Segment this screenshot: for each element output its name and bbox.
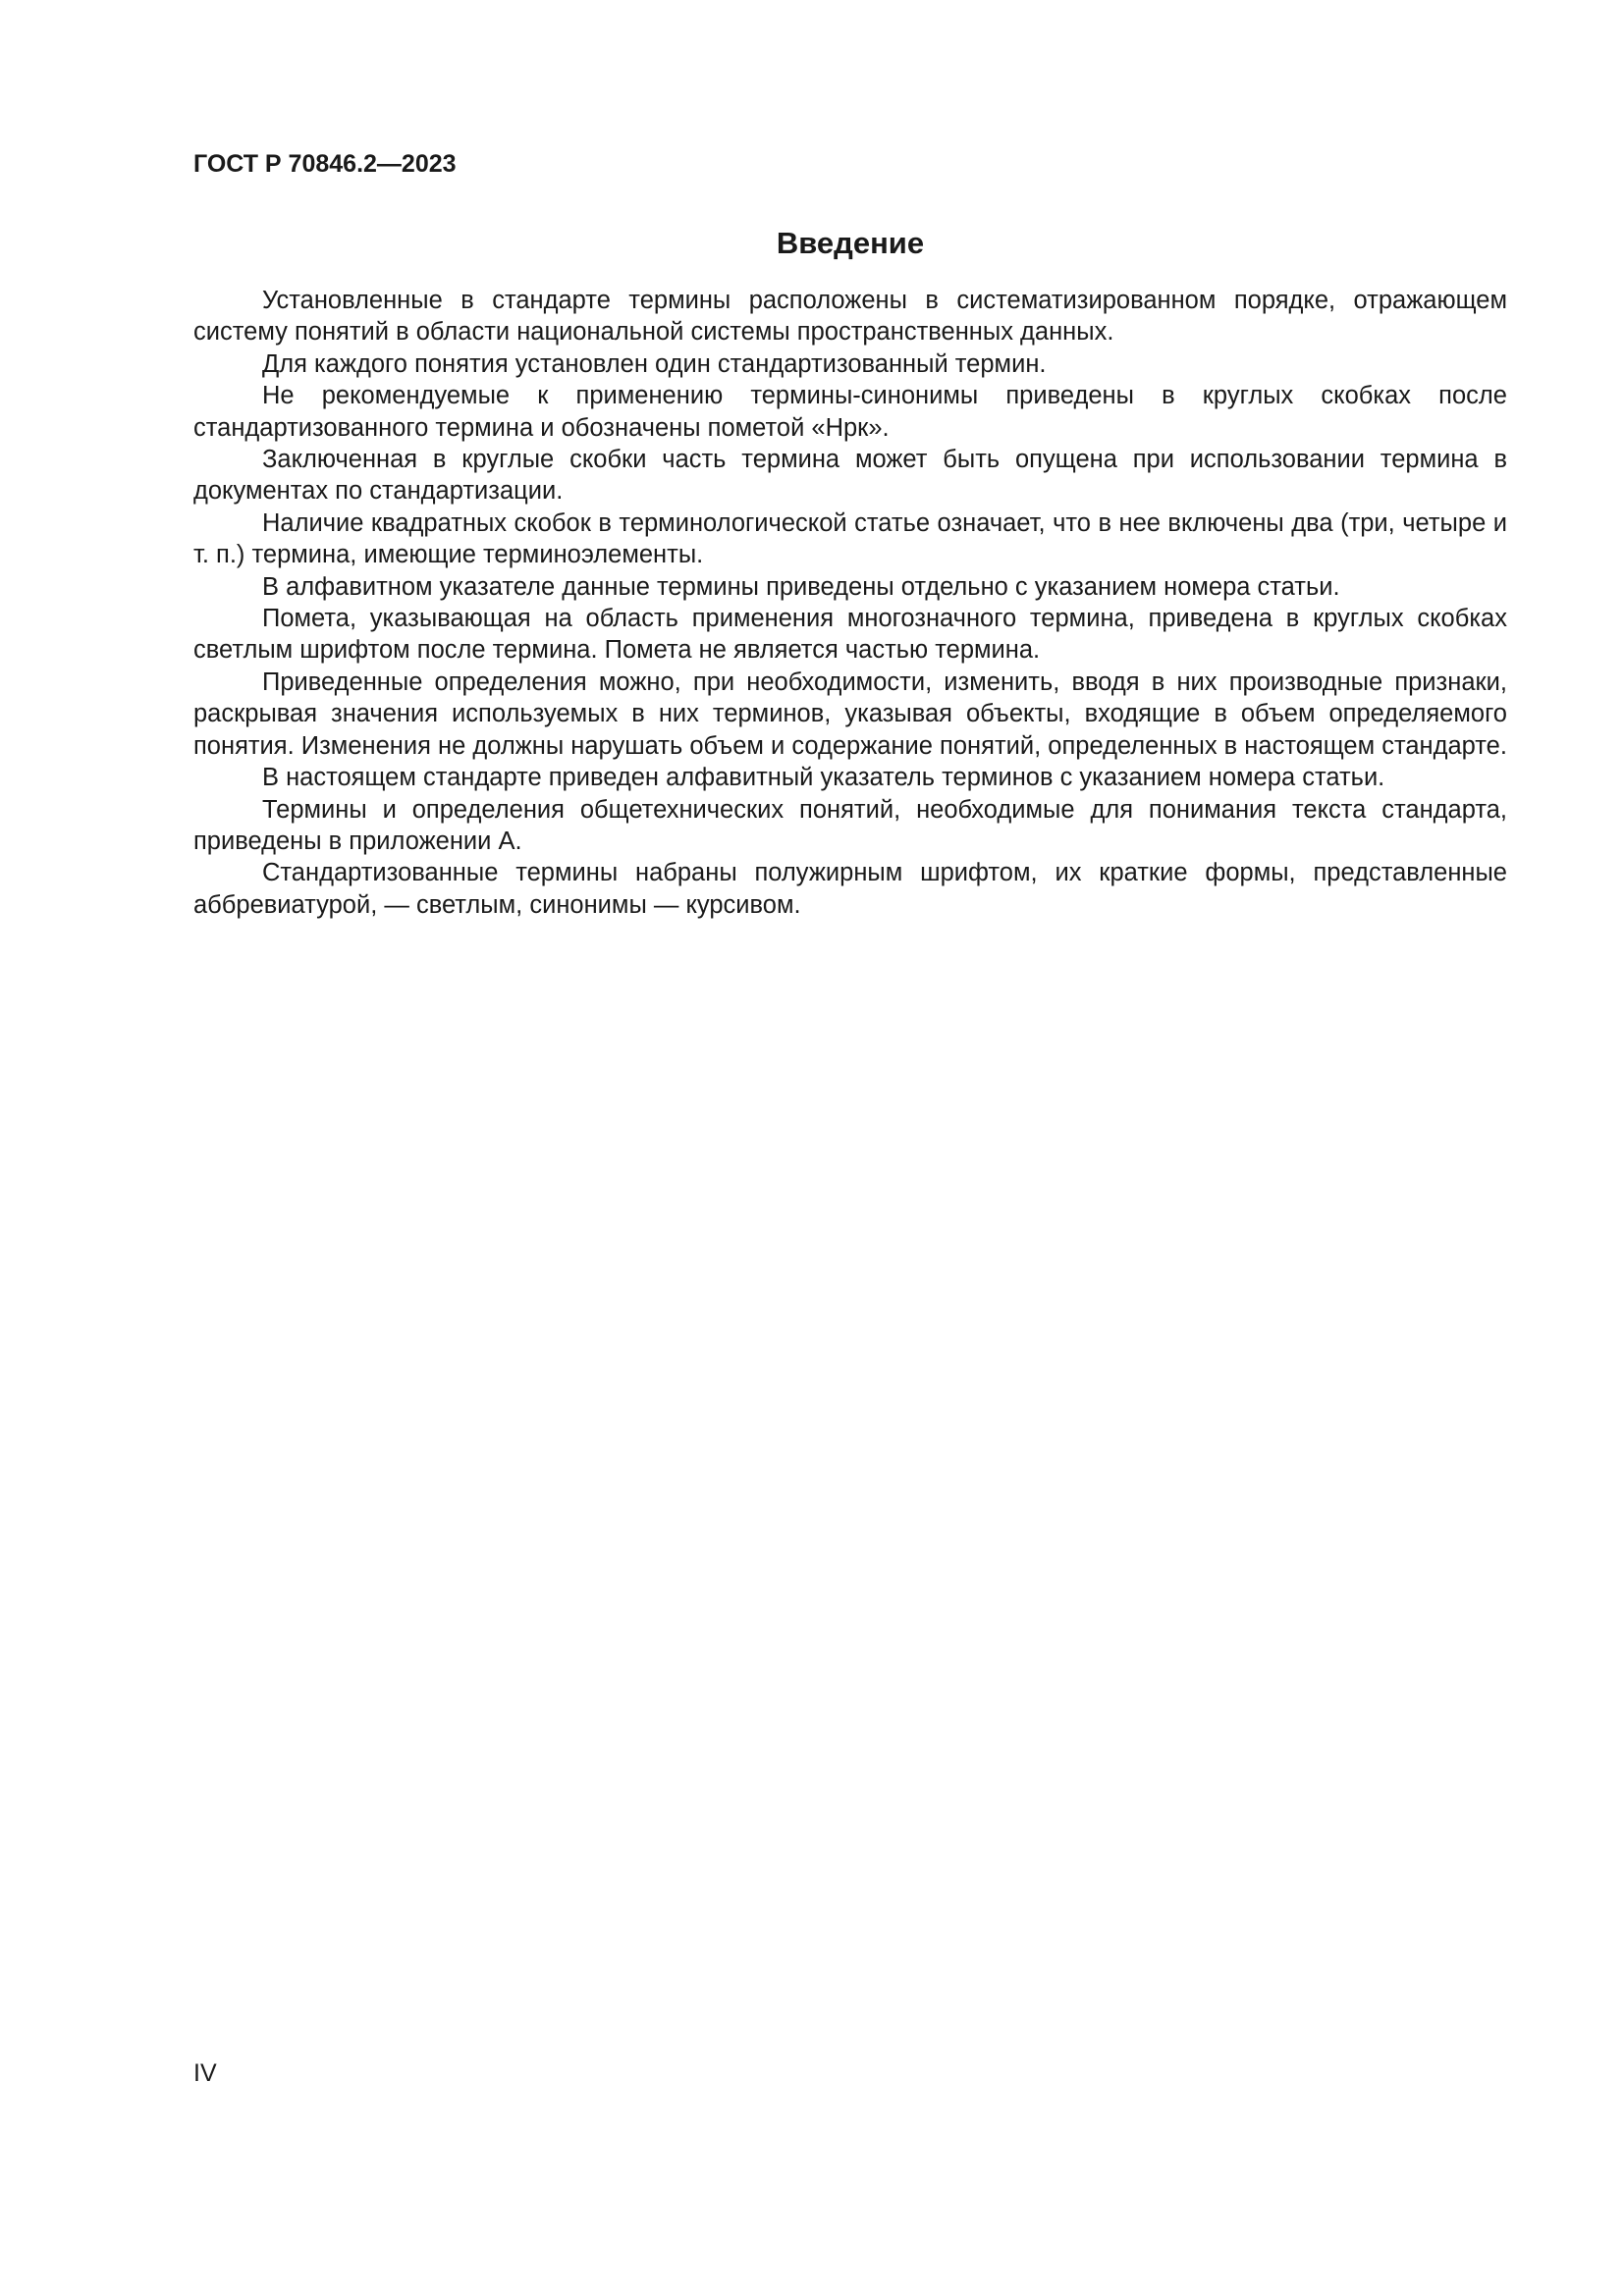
page-number: IV (193, 2059, 217, 2087)
paragraph: В алфавитном указателе данные термины приведены отдельно с указанием номера статьи. (262, 572, 1340, 601)
paragraph: В настоящем стандарте приведен алфавитный указатель терминов с указанием номера статьи. (262, 764, 1385, 792)
paragraph: Приведенные определения можно, при необходимости, изменить, вводя в них производные признаки, раскрывая значения используемых в них терминов, указывая объекты, входящие в объем определяемого понятия. Изменения не должны нарушать объем и содержание понятий, определенных в настоящем стандарте. (193, 667, 1507, 760)
paragraph: Установленные в стандарте термины расположены в систематизированном порядке, отражающем систему понятий в области национальной системы пространственных данных. (193, 287, 1507, 347)
paragraph: Термины и определения общетехнических понятий, необходимые для понимания текста стандарта, приведены в приложении А. (193, 795, 1507, 855)
document-code-header: ГОСТ Р 70846.2—2023 (193, 150, 457, 178)
paragraph: Стандартизованные термины набраны полужирным шрифтом, их краткие формы, представленные аббревиатурой, — светлым, синонимы — курсивом. (193, 859, 1507, 919)
introduction-body (193, 285, 1507, 921)
paragraph: Помета, указывающая на область применения многозначного термина, приведена в круглых скобках светлым шрифтом после термина. Помета не является частью термина. (193, 605, 1507, 665)
paragraph: Для каждого понятия установлен один стандартизованный термин. (262, 349, 1047, 378)
section-title: Введение (776, 226, 925, 260)
paragraph: Наличие квадратных скобок в терминологической статье означает, что в нее включены два (три, четыре и т. п.) термина, имеющие терминоэлементы. (193, 508, 1507, 569)
paragraph: Заключенная в круглые скобки часть термина может быть опущена при использовании термина в документах по стандартизации. (193, 446, 1507, 506)
paragraph: Не рекомендуемые к применению термины-синонимы приведены в круглых скобках после стандартизованного термина и обозначены пометой «Нрк». (193, 382, 1507, 442)
